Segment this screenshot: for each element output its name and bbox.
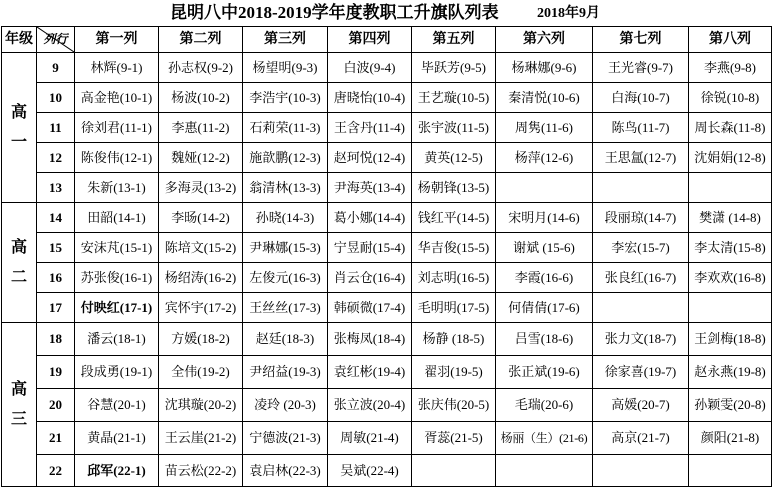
name-cell: 徐锐(10-8) <box>689 83 772 113</box>
name-cell: 沈娟娟(12-8) <box>689 143 772 173</box>
header-col-8: 第八列 <box>689 27 772 53</box>
name-cell: 吕雪(18-6) <box>496 323 593 356</box>
grade-label: 高一 <box>11 103 28 151</box>
header-col-4: 第四列 <box>328 27 412 53</box>
corner-row-label: 行 <box>55 32 68 46</box>
name-cell: 毛瑞(20-6) <box>496 389 593 422</box>
name-cell: 翁清林(13-3) <box>243 173 328 203</box>
name-cell: 邱军(22-1) <box>75 455 159 487</box>
empty-cell <box>593 293 689 323</box>
name-cell: 赵永燕(19-8) <box>689 356 772 389</box>
name-cell: 孙晓(14-3) <box>243 203 328 233</box>
name-cell: 付映红(17-1) <box>75 293 159 323</box>
row-number: 22 <box>37 455 75 487</box>
name-cell: 颜阳(21-8) <box>689 422 772 455</box>
name-cell: 施歆鹏(12-3) <box>243 143 328 173</box>
table-row <box>2 113 772 143</box>
name-cell: 张良红(16-7) <box>593 263 689 293</box>
table-row <box>2 83 772 113</box>
name-cell: 王光睿(9-7) <box>593 53 689 83</box>
name-cell: 王剑梅(18-8) <box>689 323 772 356</box>
name-cell: 尹绍益(19-3) <box>243 356 328 389</box>
name-cell: 毕跃芳(9-5) <box>412 53 496 83</box>
header-col-1: 第一列 <box>75 27 159 53</box>
name-cell: 李旸(14-2) <box>159 203 243 233</box>
name-cell: 葛小娜(14-4) <box>328 203 412 233</box>
empty-cell <box>689 455 772 487</box>
name-cell: 孙志权(9-2) <box>159 53 243 83</box>
grade-label: 高二 <box>11 238 28 286</box>
name-cell: 石莉荣(11-3) <box>243 113 328 143</box>
name-cell: 李欢欢(16-8) <box>689 263 772 293</box>
name-cell: 多海灵(13-2) <box>159 173 243 203</box>
row-number: 16 <box>37 263 75 293</box>
header-row <box>2 27 772 53</box>
name-cell: 宁昱耐(15-4) <box>328 233 412 263</box>
header-col-3: 第三列 <box>243 27 328 53</box>
grade-label: 高三 <box>11 380 28 428</box>
lineup-table <box>1 26 772 487</box>
row-number: 19 <box>37 356 75 389</box>
header-grade: 年级 <box>2 27 37 53</box>
name-cell: 赵珂悦(12-4) <box>328 143 412 173</box>
name-cell: 华吉俊(15-5) <box>412 233 496 263</box>
row-number: 17 <box>37 293 75 323</box>
name-cell: 韩硕微(17-4) <box>328 293 412 323</box>
table-row <box>2 53 772 83</box>
name-cell: 赵廷(18-3) <box>243 323 328 356</box>
name-cell: 钱红平(14-5) <box>412 203 496 233</box>
table-row <box>2 203 772 233</box>
table-row <box>2 173 772 203</box>
name-cell: 黄英(12-5) <box>412 143 496 173</box>
name-cell: 杨萍(12-6) <box>496 143 593 173</box>
name-cell: 宁德波(21-3) <box>243 422 328 455</box>
header-corner <box>37 27 75 53</box>
name-cell: 张宇波(11-5) <box>412 113 496 143</box>
grade-cell <box>2 323 37 487</box>
name-cell: 杨丽（生）(21-6) <box>496 422 593 455</box>
header-col-5: 第五列 <box>412 27 496 53</box>
table-row <box>2 293 772 323</box>
name-cell: 王丝丝(17-3) <box>243 293 328 323</box>
name-cell: 张力文(18-7) <box>593 323 689 356</box>
name-cell: 李霞(16-6) <box>496 263 593 293</box>
name-cell: 宾怀宇(17-2) <box>159 293 243 323</box>
empty-cell <box>593 173 689 203</box>
date-label: 2018年9月 <box>537 6 600 21</box>
empty-cell <box>593 455 689 487</box>
header-col-7: 第七列 <box>593 27 689 53</box>
name-cell: 朱新(13-1) <box>75 173 159 203</box>
row-number: 10 <box>37 83 75 113</box>
name-cell: 白波(9-4) <box>328 53 412 83</box>
name-cell: 方媛(18-2) <box>159 323 243 356</box>
table-row <box>2 323 772 356</box>
table-row <box>2 263 772 293</box>
name-cell: 毛明明(17-5) <box>412 293 496 323</box>
name-cell: 李惠(11-2) <box>159 113 243 143</box>
name-cell: 高媛(20-7) <box>593 389 689 422</box>
name-cell: 李太清(15-8) <box>689 233 772 263</box>
row-number: 14 <box>37 203 75 233</box>
name-cell: 尹琳娜(15-3) <box>243 233 328 263</box>
grade-cell <box>2 203 37 323</box>
name-cell: 谢斌 (15-6) <box>496 233 593 263</box>
name-cell: 杨静 (18-5) <box>412 323 496 356</box>
row-number: 20 <box>37 389 75 422</box>
name-cell: 左俊元(16-3) <box>243 263 328 293</box>
name-cell: 何倩倩(17-6) <box>496 293 593 323</box>
name-cell: 秦清悦(10-6) <box>496 83 593 113</box>
row-number: 13 <box>37 173 75 203</box>
name-cell: 袁启林(22-3) <box>243 455 328 487</box>
name-cell: 翟羽(19-5) <box>412 356 496 389</box>
table-row <box>2 455 772 487</box>
name-cell: 苗云松(22-2) <box>159 455 243 487</box>
name-cell: 段成勇(19-1) <box>75 356 159 389</box>
name-cell: 周敏(21-4) <box>328 422 412 455</box>
name-cell: 李宏(15-7) <box>593 233 689 263</box>
header-col-6: 第六列 <box>496 27 593 53</box>
empty-cell <box>496 455 593 487</box>
row-number: 9 <box>37 53 75 83</box>
name-cell: 周隽(11-6) <box>496 113 593 143</box>
name-cell: 胥蕊(21-5) <box>412 422 496 455</box>
name-cell: 樊潇 (14-8) <box>689 203 772 233</box>
name-cell: 高京(21-7) <box>593 422 689 455</box>
name-cell: 白海(10-7) <box>593 83 689 113</box>
corner-column-label: 列 <box>43 32 56 46</box>
name-cell: 陈培文(15-2) <box>159 233 243 263</box>
table-row <box>2 233 772 263</box>
name-cell: 袁红彬(19-4) <box>328 356 412 389</box>
row-number: 11 <box>37 113 75 143</box>
table-row <box>2 356 772 389</box>
name-cell: 唐晓怡(10-4) <box>328 83 412 113</box>
name-cell: 段丽琼(14-7) <box>593 203 689 233</box>
empty-cell <box>689 173 772 203</box>
name-cell: 凌玲 (20-3) <box>243 389 328 422</box>
name-cell: 陈鸟(11-7) <box>593 113 689 143</box>
name-cell: 刘志明(16-5) <box>412 263 496 293</box>
name-cell: 安沫芃(15-1) <box>75 233 159 263</box>
header-col-2: 第二列 <box>159 27 243 53</box>
name-cell: 张立波(20-4) <box>328 389 412 422</box>
name-cell: 全伟(19-2) <box>159 356 243 389</box>
table-row <box>2 389 772 422</box>
name-cell: 张庆伟(20-5) <box>412 389 496 422</box>
name-cell: 王艺璇(10-5) <box>412 83 496 113</box>
name-cell: 王含丹(11-4) <box>328 113 412 143</box>
name-cell: 沈琪璇(20-2) <box>159 389 243 422</box>
name-cell: 张梅凤(18-4) <box>328 323 412 356</box>
name-cell: 杨朝锋(13-5) <box>412 173 496 203</box>
empty-cell <box>412 455 496 487</box>
empty-cell <box>496 173 593 203</box>
grade-cell <box>2 53 37 203</box>
name-cell: 张正斌(19-6) <box>496 356 593 389</box>
row-number: 15 <box>37 233 75 263</box>
name-cell: 宋明月(14-6) <box>496 203 593 233</box>
name-cell: 陈俊伟(12-1) <box>75 143 159 173</box>
name-cell: 高金艳(10-1) <box>75 83 159 113</box>
name-cell: 李浩宇(10-3) <box>243 83 328 113</box>
name-cell: 吴斌(22-4) <box>328 455 412 487</box>
row-number: 12 <box>37 143 75 173</box>
table-row <box>2 143 772 173</box>
name-cell: 苏张俊(16-1) <box>75 263 159 293</box>
name-cell: 徐刘君(11-1) <box>75 113 159 143</box>
empty-cell <box>689 293 772 323</box>
name-cell: 林辉(9-1) <box>75 53 159 83</box>
name-cell: 潘云(18-1) <box>75 323 159 356</box>
row-number: 18 <box>37 323 75 356</box>
name-cell: 谷慧(20-1) <box>75 389 159 422</box>
page-title: 昆明八中2018-2019学年度教职工升旗队列表 <box>170 3 499 22</box>
name-cell: 杨望明(9-3) <box>243 53 328 83</box>
row-number: 21 <box>37 422 75 455</box>
name-cell: 杨绍涛(16-2) <box>159 263 243 293</box>
name-cell: 田韶(14-1) <box>75 203 159 233</box>
table-row <box>2 422 772 455</box>
name-cell: 尹海英(13-4) <box>328 173 412 203</box>
name-cell: 杨波(10-2) <box>159 83 243 113</box>
name-cell: 李燕(9-8) <box>689 53 772 83</box>
name-cell: 杨琳娜(9-6) <box>496 53 593 83</box>
name-cell: 周长森(11-8) <box>689 113 772 143</box>
name-cell: 魏娅(12-2) <box>159 143 243 173</box>
name-cell: 王思氲(12-7) <box>593 143 689 173</box>
name-cell: 王云崖(21-2) <box>159 422 243 455</box>
name-cell: 孙颖雯(20-8) <box>689 389 772 422</box>
name-cell: 黄晶(21-1) <box>75 422 159 455</box>
name-cell: 徐家喜(19-7) <box>593 356 689 389</box>
name-cell: 肖云仓(16-4) <box>328 263 412 293</box>
